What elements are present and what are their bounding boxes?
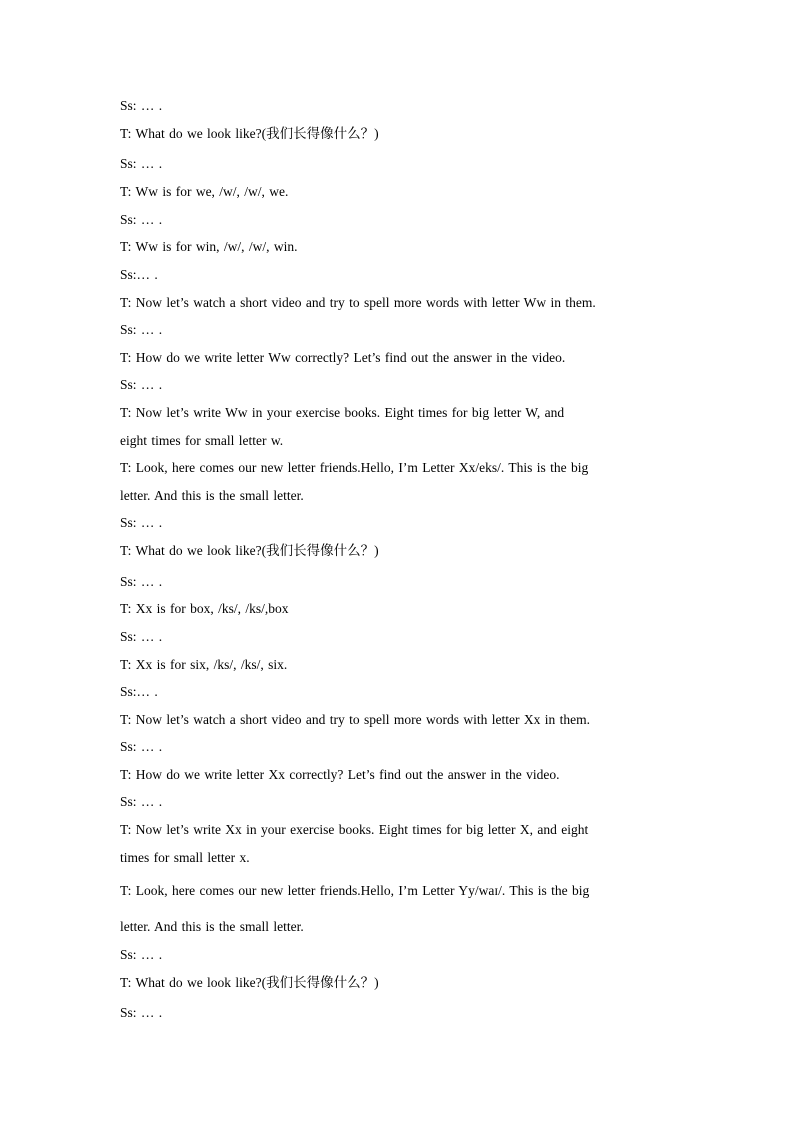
text-line-22: Ss:… .	[120, 684, 158, 699]
text-line-9: Ss: … .	[120, 322, 163, 337]
text-line-2: T: What do we look like?(我们长得像什么？)	[120, 126, 379, 141]
text-line-33: Ss: … .	[120, 1005, 163, 1020]
text-line-10: T: How do we write letter Ww correctly? Let’s find out the answer in the video.	[120, 350, 566, 365]
text-line-14: T: Look, here comes our new letter friends.Hello, I’m Letter Xx/eks/. This is the big	[120, 460, 589, 475]
text-line-32: T: What do we look like?(我们长得像什么？)	[120, 975, 379, 990]
text-line-15: letter. And this is the small letter.	[120, 488, 304, 503]
text-line-4: T: Ww is for we, /w/, /w/, we.	[120, 184, 289, 199]
text-line-1: Ss: … .	[120, 98, 163, 113]
text-line-27: T: Now let’s write Xx in your exercise books. Eight times for big letter X, and eight	[120, 822, 589, 837]
text-line-24: Ss: … .	[120, 739, 163, 754]
text-line-18: Ss: … .	[120, 574, 163, 589]
text-line-30: letter. And this is the small letter.	[120, 919, 304, 934]
text-line-13: eight times for small letter w.	[120, 433, 284, 448]
text-line-8: T: Now let’s watch a short video and try to spell more words with letter Ww in them.	[120, 295, 596, 310]
text-line-5: Ss: … .	[120, 212, 163, 227]
text-line-19: T: Xx is for box, /ks/, /ks/,box	[120, 601, 289, 616]
text-line-28: times for small letter x.	[120, 850, 250, 865]
text-line-12: T: Now let’s write Ww in your exercise books. Eight times for big letter W, and	[120, 405, 565, 420]
text-line-21: T: Xx is for six, /ks/, /ks/, six.	[120, 657, 288, 672]
text-line-6: T: Ww is for win, /w/, /w/, win.	[120, 239, 298, 254]
text-line-23: T: Now let’s watch a short video and try to spell more words with letter Xx in them.	[120, 712, 590, 727]
text-line-11: Ss: … .	[120, 377, 163, 392]
text-line-29: T: Look, here comes our new letter friends.Hello, I’m Letter Yy/waɪ/. This is the big	[120, 883, 590, 898]
text-line-7: Ss:… .	[120, 267, 158, 282]
text-line-17: T: What do we look like?(我们长得像什么？)	[120, 543, 379, 558]
text-line-20: Ss: … .	[120, 629, 163, 644]
text-line-26: Ss: … .	[120, 794, 163, 809]
text-line-3: Ss: … .	[120, 156, 163, 171]
text-line-16: Ss: … .	[120, 515, 163, 530]
text-line-31: Ss: … .	[120, 947, 163, 962]
text-line-25: T: How do we write letter Xx correctly? Let’s find out the answer in the video.	[120, 767, 560, 782]
